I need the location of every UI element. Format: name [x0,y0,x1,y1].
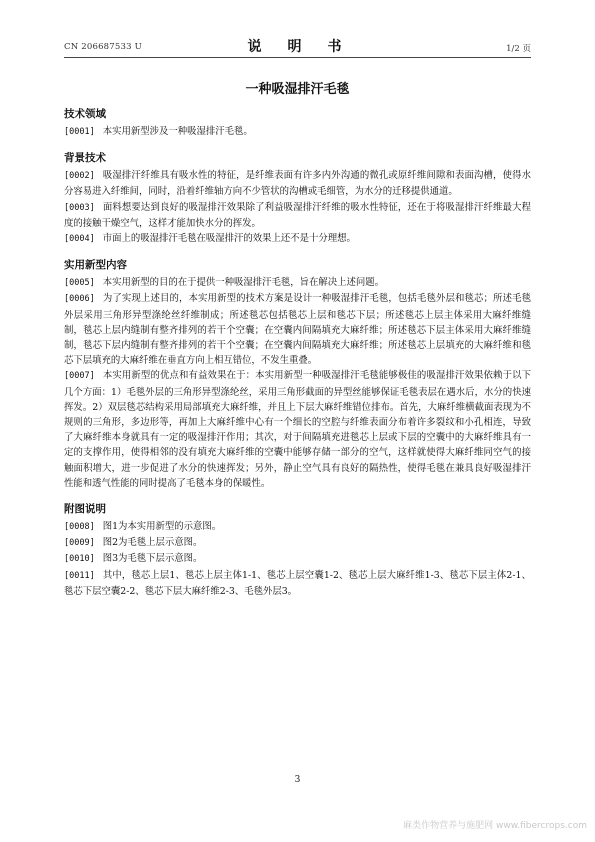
paragraph-number: [0007] [64,371,95,382]
section-title: 背景技术 [64,152,106,165]
paragraph [64,568,531,599]
paragraph-text: 本实用新型涉及一种吸湿排汗毛毯。 [102,126,253,137]
paragraph-number: [0002] [64,171,95,182]
paragraph-text: 图2为毛毯上层示意图。 [102,537,203,549]
paragraph-text: 其中，毯芯上层1、毯芯上层主体1-1、毯芯上层空囊1-2、毯芯上层大麻纤维1-3、毯芯下层主体2-1、毯芯下层空囊2-2、毯芯下层大麻纤维2-3、毛毯外层3。 [64,569,531,597]
paragraph-text: 本实用新型的目的在于提供一种吸湿排汗毛毯，旨在解决上述问题。 [102,277,384,289]
paragraph-number: [0005] [64,278,95,289]
paragraph-text: 面料想要达到良好的吸湿排汗效果除了利益吸湿排汗纤维的吸水性特征，还在于将吸湿排汗纤维最大程度的接触干燥空气，这样才能加快水分的挥发。 [64,201,531,229]
document-title: 一种吸湿排汗毛毯 [245,82,350,97]
document-type-heading: 说 明 书 [247,39,348,55]
paragraph-text: 图3为毛毯下层示意图。 [102,553,203,565]
paragraph [64,275,531,291]
paragraph-number: [0006] [64,294,95,305]
document-body [64,106,531,599]
paragraph-number: [0004] [64,234,95,245]
paragraph-text: 吸湿排汗纤维具有吸水性的特征，是纤维表面有许多内外沟通的微孔或原纤维间隙和表面沟槽，使得水分容易进入纤维间，同时，沿着纤维轴方向不少管状的沟槽或毛细管，为水分的迁移提供通道。 [64,170,531,198]
page-info: 1/2 页 [506,44,531,54]
paragraph-number: [0009] [64,538,95,549]
paragraph [64,231,531,247]
paragraph [64,535,531,551]
watermark-text: 麻类作物营养与施肥网 www.fibercrops.com [403,821,587,831]
section [64,501,531,599]
paragraph-number: [0011] [64,570,95,581]
section [64,150,531,247]
paragraph-text: 为了实现上述目的，本实用新型的技术方案是设计一种吸湿排汗毛毯，包括毛毯外层和毯芯；所述毛毯外层采用三角形异型涤纶丝纤维制成；所述毯芯包括毯芯上层和毯芯下层；所述毯芯上层主体采用大麻纤维缝制，毯芯上层内缝制有整齐排列的若干个空囊；在空囊内间隔填充大麻纤维；所述毯芯下层主体采用大麻纤维缝制，毯芯下层内缝制有整齐排列的若干个空囊；在空囊内间隔填充大麻纤维；所述毯芯上层填充的大麻纤维和毯芯下层填充的大麻纤维在垂直方向上相互错位，不发生重叠。 [64,293,531,367]
paragraph-text: 本实用新型的优点和有益效果在于：本实用新型一种吸湿排汗毛毯能够极佳的吸湿排汗效果依赖于以下几个方面：1）毛毯外层的三角形异型涤纶丝，采用三角形截面的异型丝能够保证毛毯表层在遇水后，水分的快速挥发。2）双层毯芯结构采用局部填充大麻纤维，并且上下层大麻纤维错位排布。首先，大麻纤维横截面表现为不规则的三角形，多边形等，再加上大麻纤维中心有一个细长的空腔与纤维表面分布着许多裂纹和小孔相连，导致了大麻纤维本身就具有一定的吸湿排汗作用；其次，对于间隔填充进毯芯上层或下层的空囊中的大麻纤维具有一定的支撑作用，使得相邻的没有填充大麻纤维的空囊中能够存储一部分的空气，这样就使得大麻纤维同空气的接触面积增大，进一步促进了水分的快速挥发；另外，静止空气具有良好的隔热性，使得毛毯在兼具良好吸湿排汗性能和透气性能的同时提高了毛毯本身的保暖性。 [64,370,531,489]
patent-number: CN 206687533 U [64,42,142,52]
paragraph [64,124,531,140]
paragraph-number: [0003] [64,202,95,213]
section-title: 附图说明 [64,503,106,516]
header-divider [64,57,531,58]
section-title: 实用新型内容 [64,259,127,272]
paragraph [64,200,531,231]
page-header [64,36,531,58]
paragraph [64,368,531,491]
paragraph [64,551,531,567]
paragraph-text: 市面上的吸湿排汗毛毯在吸湿排汗的效果上还不是十分理想。 [102,233,356,245]
section-title: 技术领域 [64,108,106,120]
paragraph-number: [0010] [64,554,95,565]
paragraph-number: [0008] [64,522,95,533]
paragraph [64,291,531,368]
page-number: 3 [294,775,301,785]
paragraph [64,168,531,199]
paragraph-text: 图1为本实用新型的示意图。 [102,521,222,533]
paragraph [64,519,531,535]
section [64,257,531,491]
paragraph-number: [0001] [64,127,95,137]
section [64,106,531,140]
